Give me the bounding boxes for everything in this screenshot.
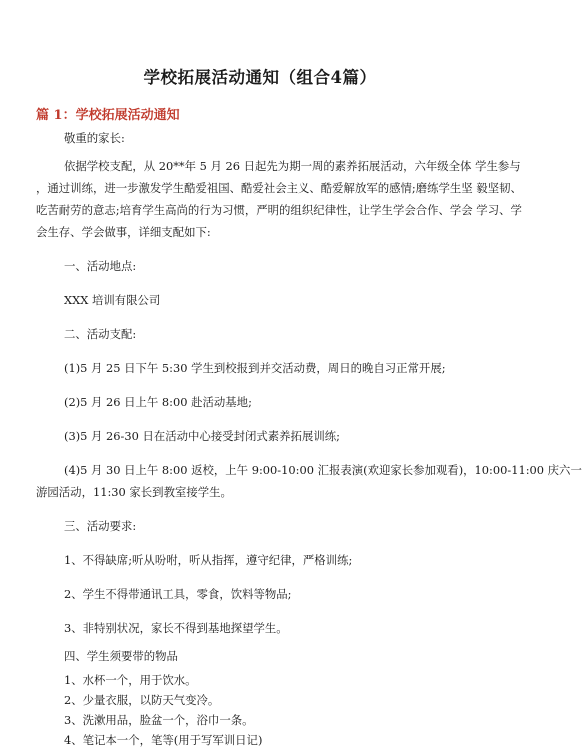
section-1-heading: 一、活动地点:	[64, 259, 137, 273]
section-1-text: XXX 培训有限公司	[64, 293, 161, 307]
requirement-item-1: 1、不得缺席;听从吩咐，听从指挥，遵守纪律，严格训练;	[64, 553, 353, 567]
schedule-item-1: (1)5 月 25 日下午 5:30 学生到校报到并交活动费，周日的晚自习正常开展;	[64, 361, 446, 375]
intro-line-1: 依据学校支配，从 20**年 5 月 26 日起先为期一周的素养拓展活动，六年级全体 学生参与	[64, 159, 521, 173]
schedule-item-2: (2)5 月 26 日上午 8:00 赴活动基地;	[64, 395, 252, 409]
schedule-item-3: (3)5 月 26-30 日在活动中心接受封闭式素养拓展训练;	[64, 429, 340, 443]
schedule-item-4: (4)5 月 30 日上午 8:00 返校，上午 9:00-10:00 汇报表演(欢迎家长参加观看)，10:00-11:00 庆六一	[64, 463, 582, 477]
greeting: 敬重的家长:	[64, 131, 125, 145]
schedule-item-4-cont: 游园活动，11:30 家长到教室接学生。	[36, 485, 232, 499]
intro-line-3: 吃苦耐劳的意志;培育学生高尚的行为习惯，严明的组织纪律性，让学生学会合作、学会 学习、学	[36, 203, 522, 217]
requirement-item-3: 3、非特别状况，家长不得到基地探望学生。	[64, 621, 288, 635]
section-4-heading: 四、学生须要带的物品	[64, 649, 178, 663]
section-2-heading: 二、活动支配:	[64, 327, 137, 341]
item-list-4: 4、笔记本一个，笔等(用于写军训日记)	[64, 733, 263, 747]
item-list-2: 2、少量衣服，以防天气变冷。	[64, 693, 220, 707]
intro-line-4: 会生存、学会做事，详细支配如下:	[36, 225, 211, 239]
document-title: 学校拓展活动通知（组合4篇）	[143, 68, 377, 87]
intro-line-2: ，通过训练，进一步激发学生酷爱祖国、酷爱社会主义、酷爱解放军的感情;磨练学生坚 毅坚韧、	[36, 181, 522, 195]
item-list-1: 1、水杯一个，用于饮水。	[64, 673, 197, 687]
section-heading: 篇 1：学校拓展活动通知	[36, 108, 180, 123]
item-list-3: 3、洗漱用品，脸盆一个，浴巾一条。	[64, 713, 254, 727]
section-3-heading: 三、活动要求:	[64, 519, 137, 533]
requirement-item-2: 2、学生不得带通讯工具，零食，饮料等物品;	[64, 587, 292, 601]
